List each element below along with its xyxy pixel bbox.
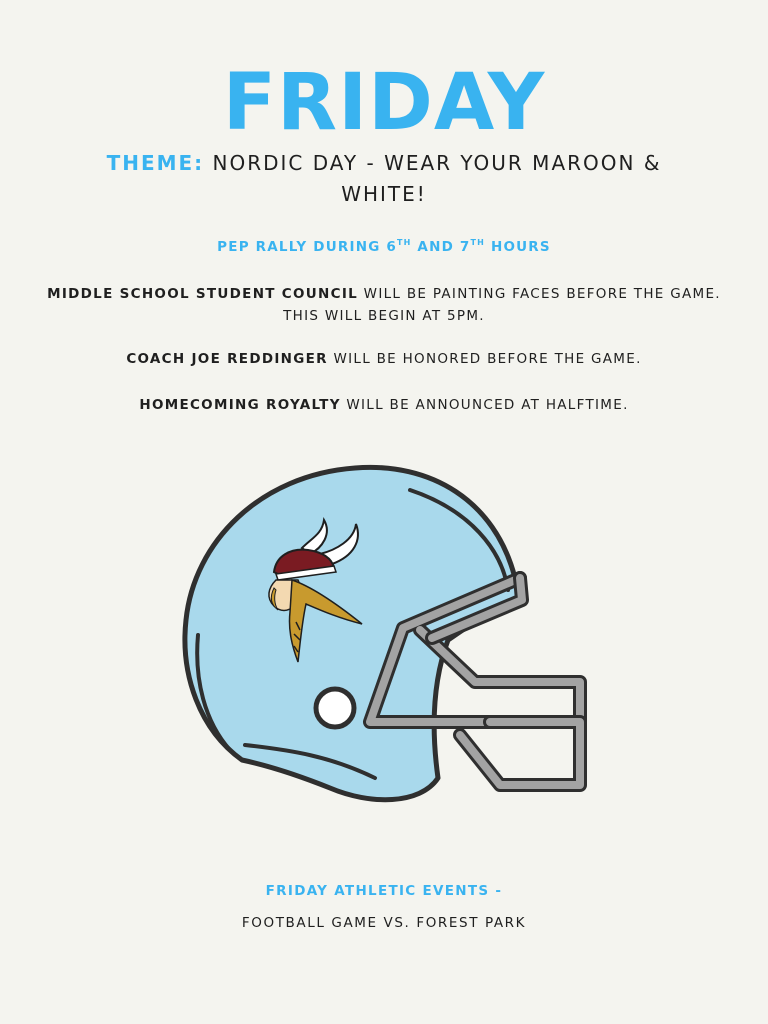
- announcement-student-council: [44, 283, 724, 327]
- announcement-bold: MIDDLE SCHOOL STUDENT COUNCIL: [47, 286, 359, 302]
- announcement-bold: HOMECOMING ROYALTY: [139, 397, 341, 413]
- announcement-text: WILL BE PAINTING FACES BEFORE THE GAME. THIS WILL BEGIN AT 5PM.: [283, 286, 721, 324]
- theme-label: THEME:: [106, 151, 205, 175]
- pep-rally-sup-2: TH: [470, 238, 486, 247]
- pep-rally-text-mid: AND 7: [411, 239, 471, 255]
- pep-rally-text-after: HOURS: [485, 239, 551, 255]
- pep-rally-sup-1: TH: [396, 238, 412, 247]
- announcement-royalty: [44, 394, 724, 416]
- theme-line: [84, 148, 684, 210]
- pep-rally-text-before: PEP RALLY DURING 6: [217, 239, 397, 255]
- announcement-text: WILL BE HONORED BEFORE THE GAME.: [327, 351, 642, 367]
- announcement-bold: COACH JOE REDDINGER: [126, 351, 328, 367]
- athletic-events-title: FRIDAY ATHLETIC EVENTS -: [265, 883, 503, 899]
- theme-text: NORDIC DAY - WEAR YOUR MAROON & WHITE!: [212, 151, 662, 206]
- athletic-events-text: FOOTBALL GAME VS. FOREST PARK: [241, 915, 527, 931]
- football-helmet-icon: [170, 460, 600, 820]
- pep-rally-line: [0, 238, 768, 255]
- announcement-coach: [44, 348, 724, 370]
- ear-hole: [316, 689, 354, 727]
- page-title: FRIDAY: [222, 58, 546, 148]
- announcement-text: WILL BE ANNOUNCED AT HALFTIME.: [340, 397, 629, 413]
